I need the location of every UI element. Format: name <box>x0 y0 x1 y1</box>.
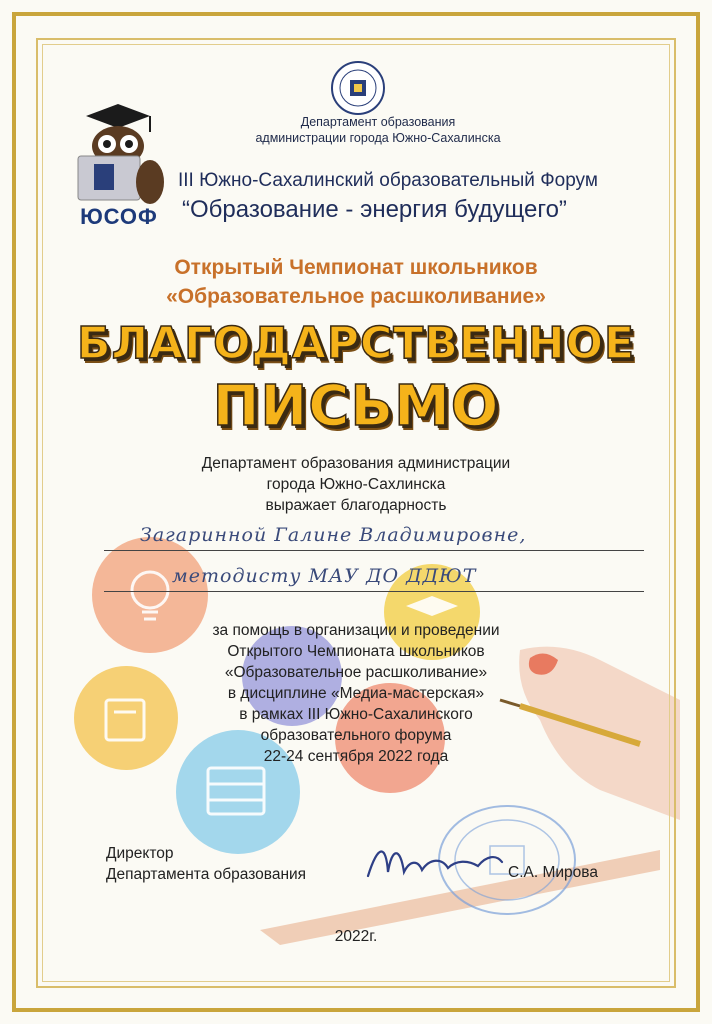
reason-line4: в дисциплине «Медиа-мастерская» <box>227 685 485 702</box>
intro-line2: города Южно-Сахлинска <box>266 476 446 493</box>
recipient-underline2 <box>104 591 644 592</box>
signatory-name: С.А. Мирова <box>508 864 598 881</box>
reason-line5: в рамках III Южно-Сахалинского <box>239 706 473 723</box>
reason-line6: образовательного форума <box>260 727 452 744</box>
intro-line3: выражает благодарность <box>265 497 447 514</box>
championship-title-line1: Открытый Чемпионат школьников <box>174 256 538 279</box>
forum-title-line1: III Южно-Сахалинский образовательный Форум <box>178 170 598 191</box>
director-role-line1: Директор <box>106 845 174 862</box>
reason-line7: 22-24 сентября 2022 года <box>263 748 449 765</box>
handwritten-signature <box>360 838 510 888</box>
director-role-line2: Департамента образования <box>106 866 307 883</box>
department-header-line1: Департамент образования <box>300 115 456 129</box>
letter-title-line2: ПИСЬМО <box>212 374 500 439</box>
recipient-line2: методисту МАУ ДО ДДЮТ <box>172 565 477 587</box>
director-title <box>106 843 306 885</box>
department-emblem-icon <box>330 60 386 116</box>
usof-logo-text: ЮСОФ <box>80 204 158 229</box>
intro-line1: Департамент образования администрации <box>201 455 511 472</box>
recipient-line1: Загаринной Галине Владимировне, <box>140 524 527 546</box>
forum-title-line2: “Образование - энергия будущего” <box>182 196 567 223</box>
letter-year: 2022г. <box>334 928 378 945</box>
reason-line2: Открытого Чемпионата школьников <box>227 643 485 660</box>
letter-title-line1: БЛАГОДАРСТВЕННОЕ <box>76 318 636 369</box>
department-header-line2: администрации города Южно-Сахалинска <box>255 131 501 145</box>
reason-line1: за помощь в организации и проведении <box>212 622 500 639</box>
department-header <box>228 114 528 146</box>
recipient-underline1 <box>104 550 644 551</box>
reason-line3: «Образовательное расшколивание» <box>224 664 488 681</box>
intro-block <box>0 453 712 516</box>
reason-block <box>0 620 712 767</box>
championship-title-line2: «Образовательное расшколивание» <box>166 285 546 308</box>
